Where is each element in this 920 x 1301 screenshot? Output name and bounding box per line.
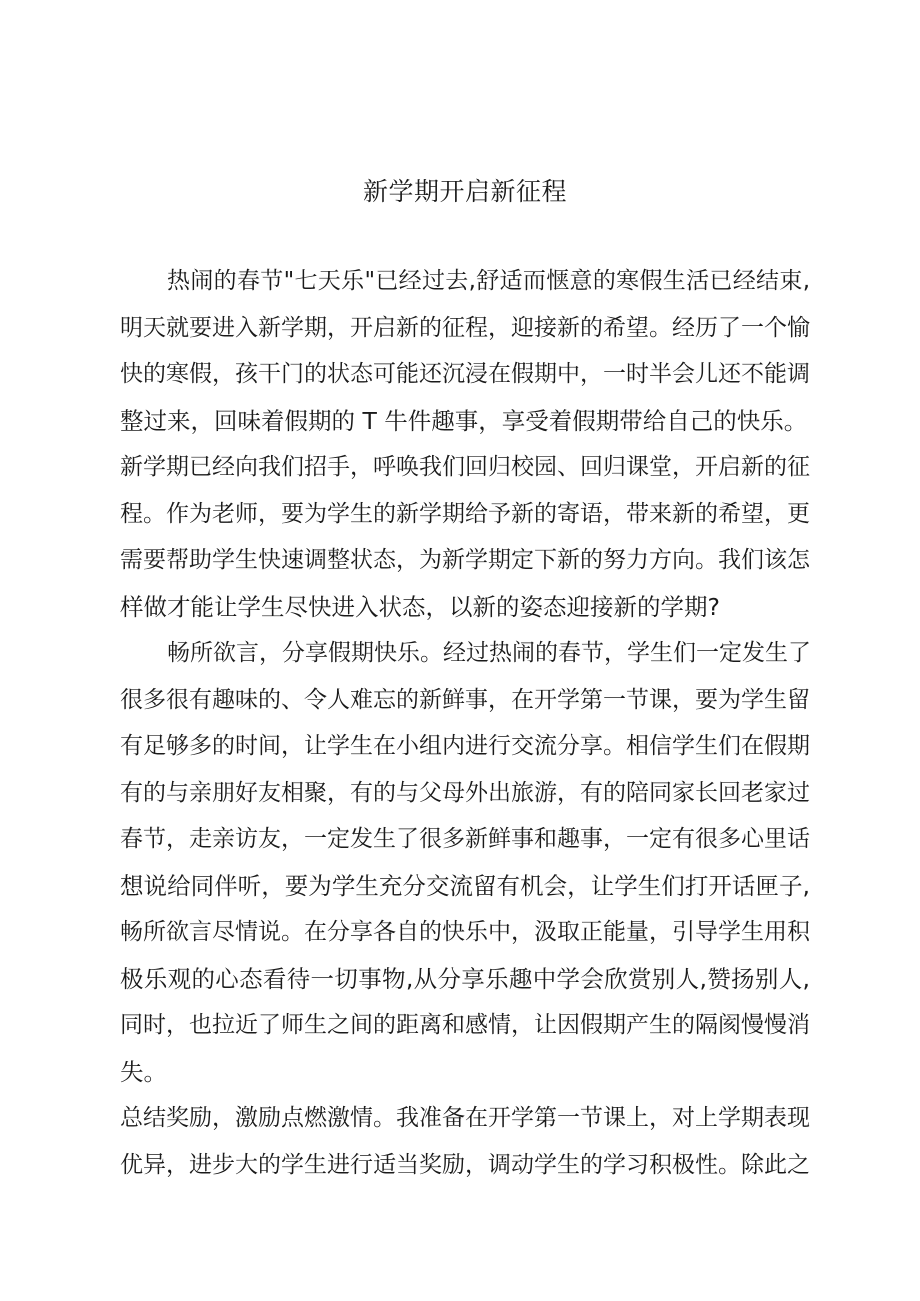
- text-line: 有足够多的时间，让学生在小组内进行交流分享。相信学生们在假期: [120, 733, 810, 759]
- text-line: 畅所欲言，分享假期快乐。经过热闹的春节，学生们一定发生了: [167, 640, 811, 666]
- document-body: [120, 258, 810, 1188]
- text-line: 畅所欲言尽情说。在分享各自的快乐中，汲取正能量，引导学生用积: [120, 919, 810, 945]
- text-line: 明天就要进入新学期，开启新的征程，迎接新的希望。经历了一个愉: [120, 314, 810, 341]
- text-line: 程。作为老师，要为学生的新学期给予新的寄语，带来新的希望，更: [120, 500, 810, 527]
- text-line: 失。: [120, 1057, 167, 1086]
- text-line: 很多很有趣味的、令人难忘的新鲜事，在开学第一节课，要为学生留: [120, 686, 810, 713]
- text-line: 优异，进步大的学生进行适当奖励，调动学生的学习积极性。除此之: [120, 1151, 810, 1178]
- text-line: 样做才能让学生尽快进入状态，以新的姿态迎接新的学期?: [120, 592, 720, 621]
- text-line: 新学期已经向我们招手，呼唤我们回归校园、回归课堂，开启新的征: [120, 454, 810, 480]
- text-line: 总结奖励，激励点燃激情。我准备在开学第一节课上，对上学期表现: [120, 1105, 810, 1131]
- text-line: 春节，走亲访友，一定发生了很多新鲜事和趣事，一定有很多心里话: [120, 826, 810, 852]
- text-line: 快的寒假，孩干门的状态可能还沉浸在假期中，一时半会儿还不能调: [120, 361, 810, 387]
- text-line: 想说给同伴听，要为学生充分交流留有机会，让学生们打开话匣子,: [120, 871, 810, 900]
- document-title: 新学期开启新征程: [362, 177, 567, 206]
- text-line: 需要帮助学生快速调整状态，为新学期定下新的努力方向。我们该怎: [120, 547, 810, 573]
- text-line: 热闹的春节"七天乐"已经过去,舒适而惬意的寒假生活已经结束,: [167, 268, 810, 294]
- text-line: 整过来，回味着假期的 T 牛件趣事，享受着假期带给自己的快乐。: [120, 406, 808, 435]
- text-line: 有的与亲朋好友相聚，有的与父母外出旅游，有的陪同家长回老家过: [120, 779, 810, 806]
- text-line: 同时，也拉近了师生之间的距离和感情，让因假期产生的隔阂慢慢消: [120, 1012, 810, 1038]
- text-line: 极乐观的心态看待一切事物,从分享乐趣中学会欣赏别人,赞扬别人,: [120, 964, 810, 993]
